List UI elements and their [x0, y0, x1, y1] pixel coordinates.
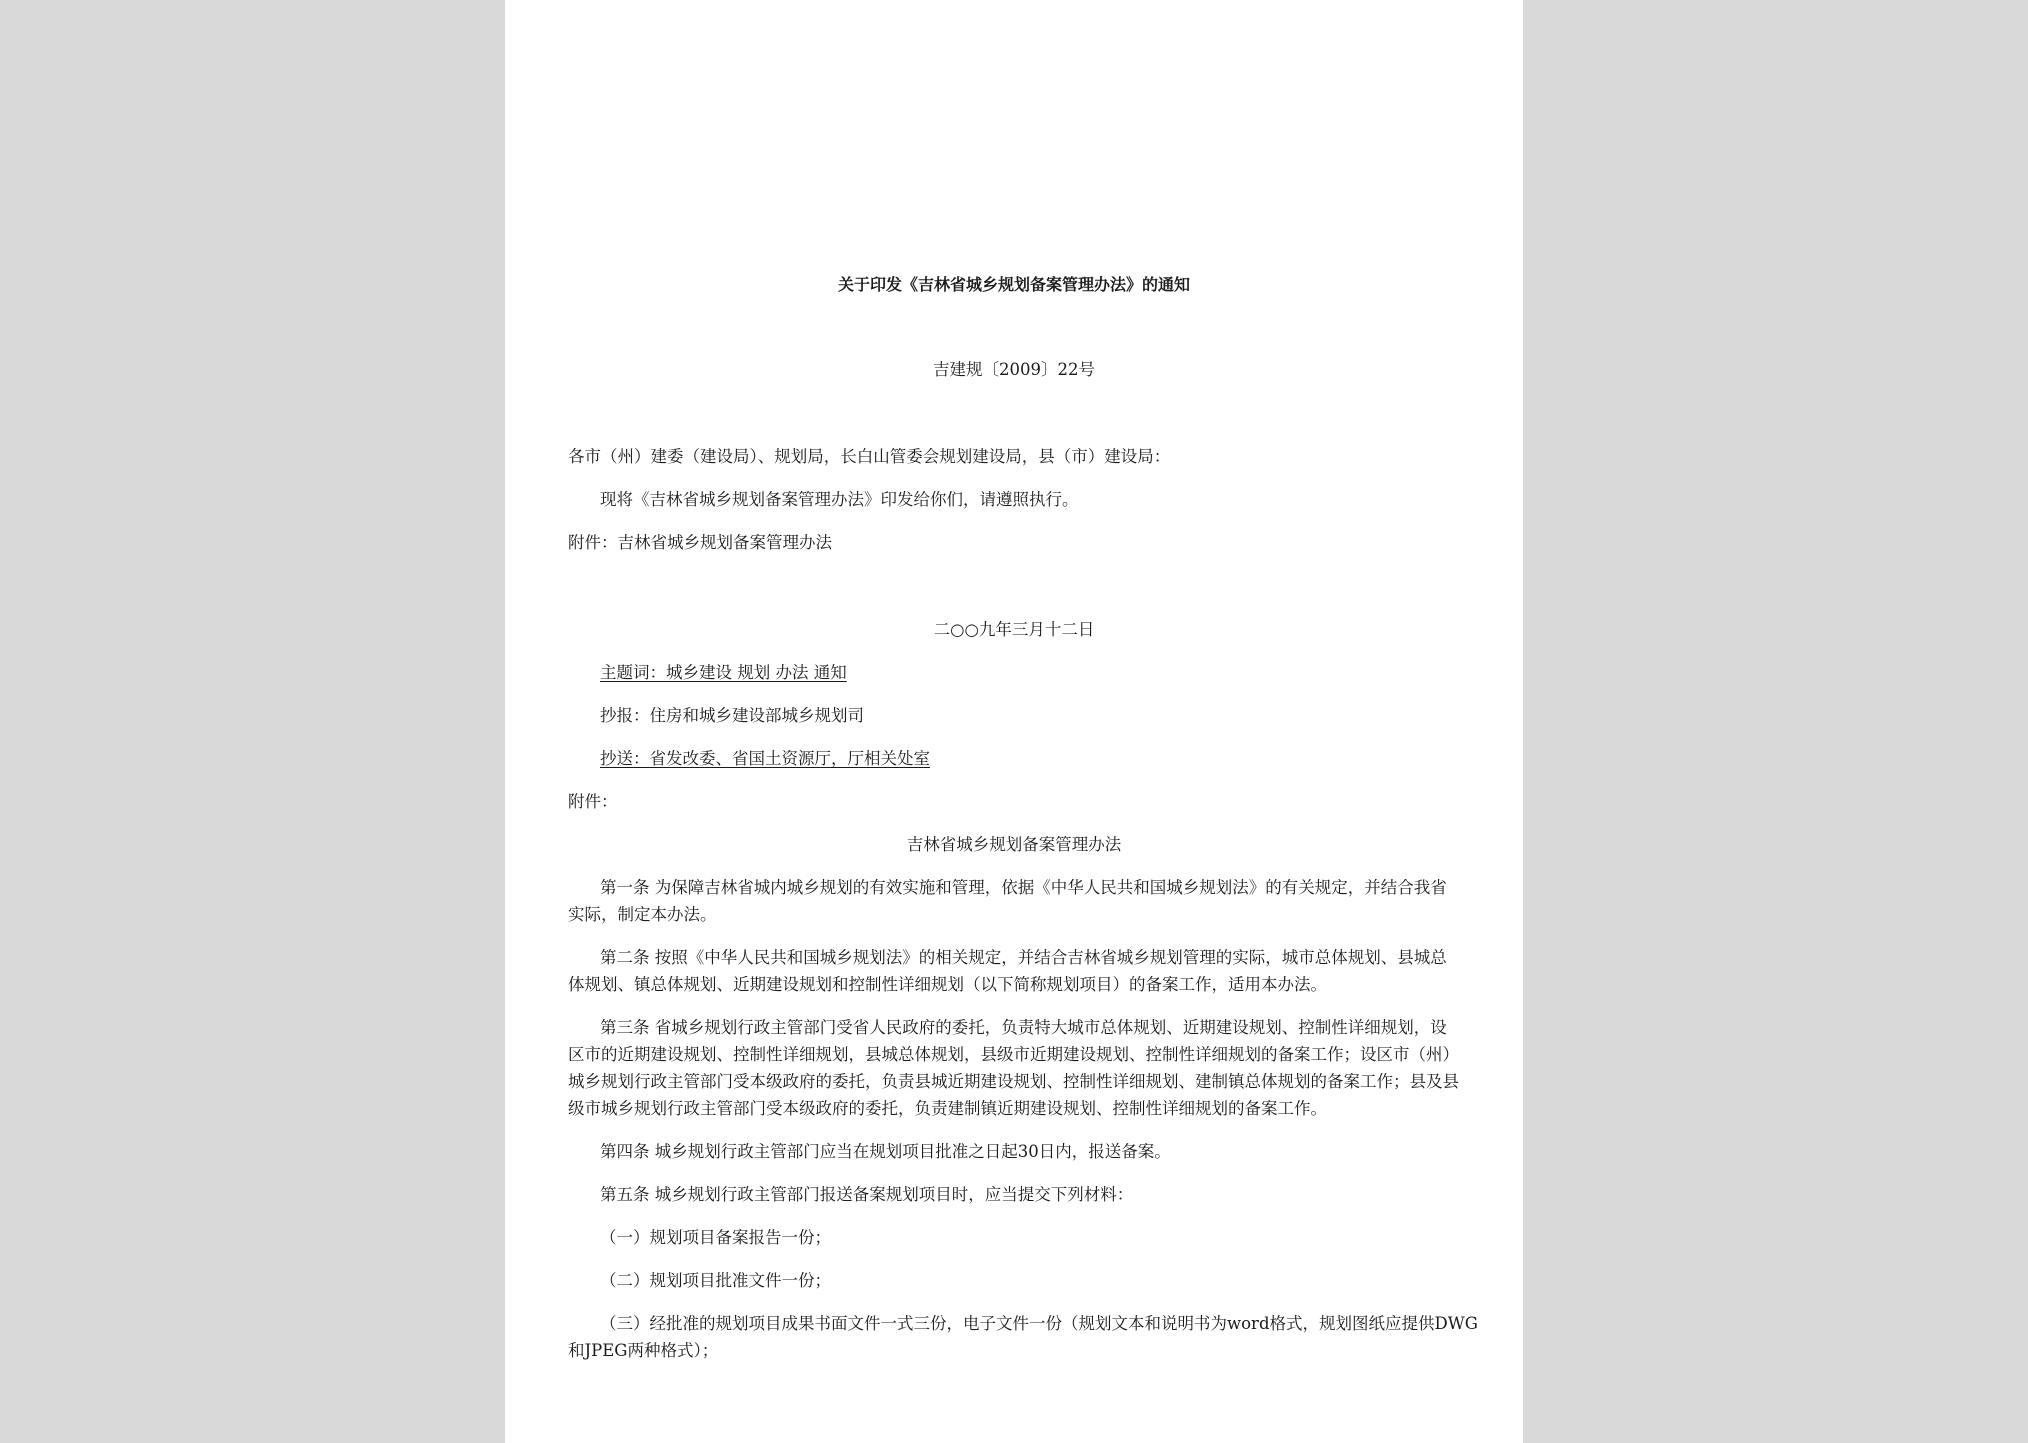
article-2-line-1: 第二条 按照《中华人民共和国城乡规划法》的相关规定，并结合吉林省城乡规划管理的实际，城市总体规划、县城总 [600, 948, 1447, 967]
article-1-line-1: 第一条 为保障吉林省城内城乡规划的有效实施和管理，依据《中华人民共和国城乡规划法》的有关规定，并结合我省 [600, 878, 1447, 897]
cc-send-line: 抄送：省发改委、省国土资源厅，厅相关处室 [600, 749, 930, 768]
cc-report-line: 抄报：住房和城乡建设部城乡规划司 [600, 706, 864, 725]
article-3-line-3: 城乡规划行政主管部门受本级政府的委托，负责县城近期建设规划、控制性详细规划、建制镇总体规划的备案工作；县及县 [568, 1072, 1459, 1091]
document-number: 吉建规〔2009〕22号 [933, 360, 1095, 379]
issue-date: 二○○九年三月十二日 [933, 620, 1095, 639]
item-2: （二）规划项目批准文件一份； [600, 1271, 831, 1290]
annex-title: 吉林省城乡规划备案管理办法 [906, 835, 1122, 854]
article-2-line-2: 体规划、镇总体规划、近期建设规划和控制性详细规划（以下简称规划项目）的备案工作，适用本办法。 [568, 975, 1327, 994]
article-1-line-2: 实际，制定本办法。 [568, 905, 717, 924]
document-title: 关于印发《吉林省城乡规划备案管理办法》的通知 [837, 275, 1190, 294]
article-5: 第五条 城乡规划行政主管部门报送备案规划项目时，应当提交下列材料： [600, 1185, 1134, 1204]
article-4: 第四条 城乡规划行政主管部门应当在规划项目批准之日起30日内，报送备案。 [600, 1142, 1171, 1161]
article-3-line-4: 级市城乡规划行政主管部门受本级政府的委托，负责建制镇近期建设规划、控制性详细规划的备案工作。 [568, 1099, 1327, 1118]
intro-paragraph: 现将《吉林省城乡规划备案管理办法》印发给你们，请遵照执行。 [600, 490, 1079, 509]
attachment-label: 附件： [568, 792, 618, 811]
keywords-line: 主题词：城乡建设 规划 办法 通知 [600, 663, 847, 682]
document-page [505, 0, 1523, 1443]
item-3-line-2: 和JPEG两种格式）； [568, 1341, 719, 1360]
article-3-line-1: 第三条 省城乡规划行政主管部门受省人民政府的委托，负责特大城市总体规划、近期建设规划、控制性详细规划，设 [600, 1018, 1447, 1037]
addressee: 各市（州）建委（建设局）、规划局，长白山管委会规划建设局，县（市）建设局： [568, 447, 1171, 466]
item-1: （一）规划项目备案报告一份； [600, 1228, 831, 1247]
attachment-line: 附件：吉林省城乡规划备案管理办法 [568, 533, 832, 552]
item-3-line-1: （三）经批准的规划项目成果书面文件一式三份，电子文件一份（规划文本和说明书为word格式，规划图纸应提供DWG [600, 1314, 1478, 1333]
article-3-line-2: 区市的近期建设规划、控制性详细规划，县城总体规划，县级市近期建设规划、控制性详细规划的备案工作；设区市（州） [568, 1045, 1459, 1064]
